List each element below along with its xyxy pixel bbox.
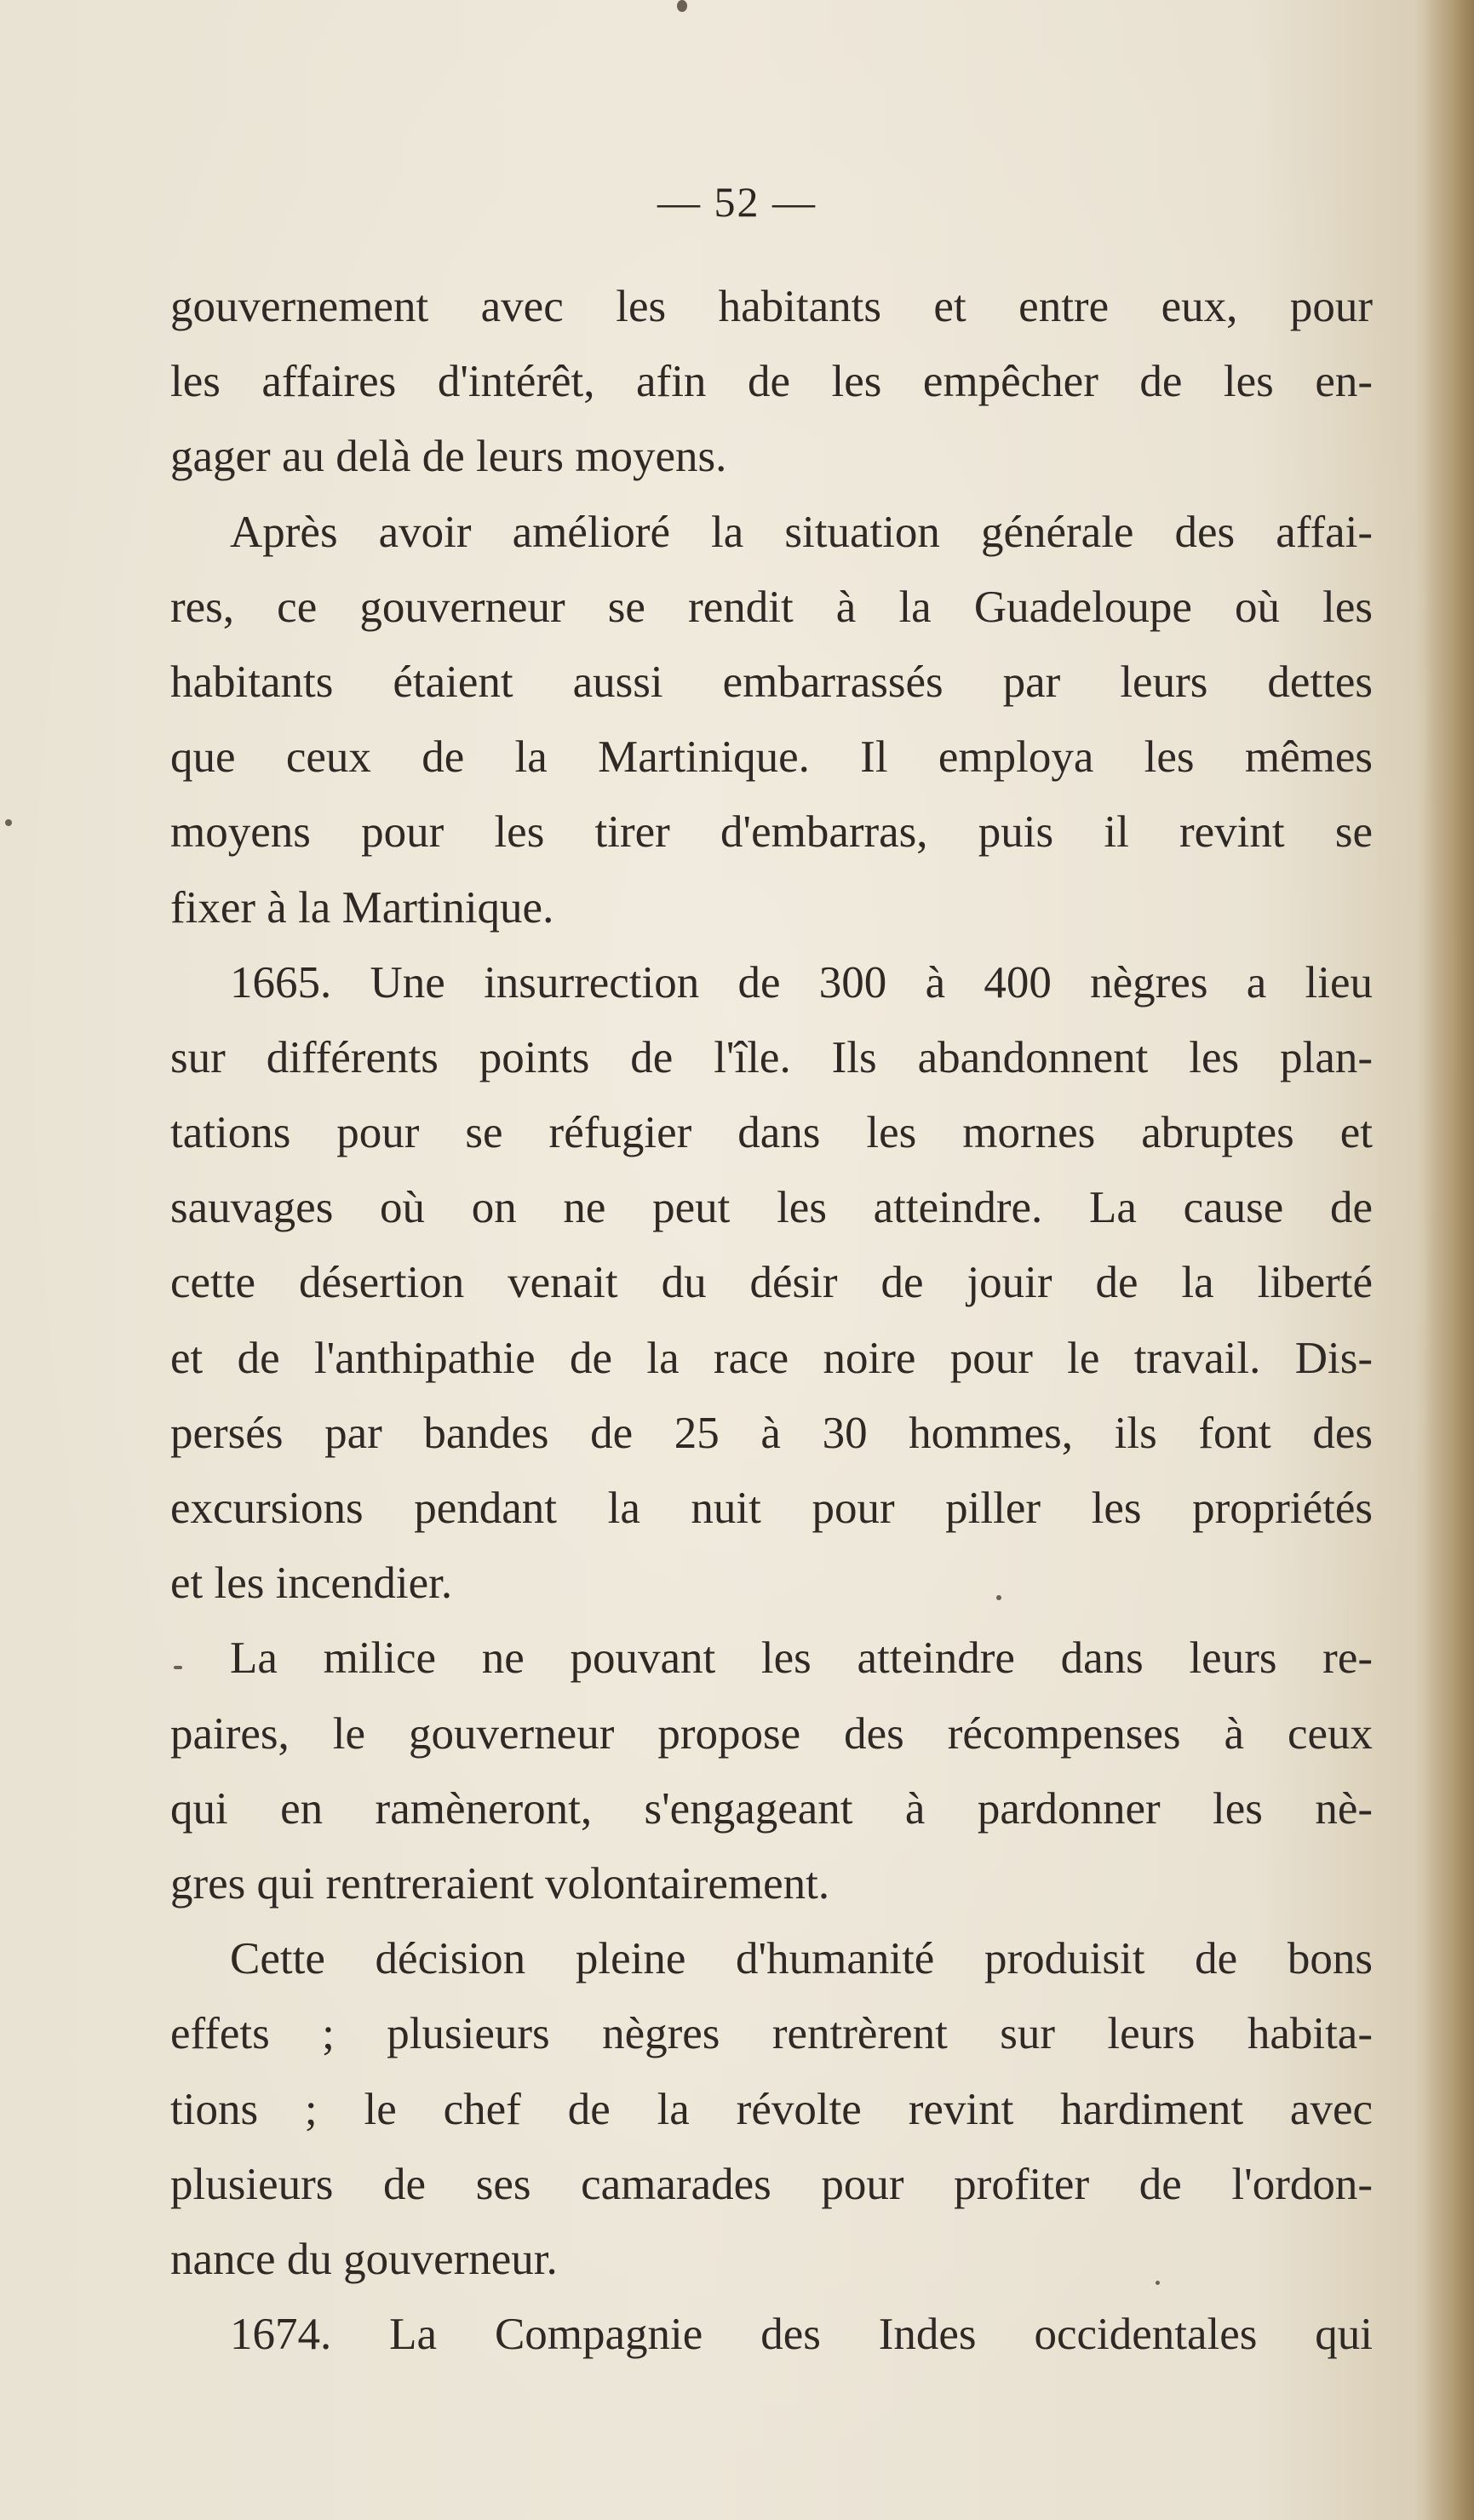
text-line: 1665. Une insurrection de 300 à 400 nègres a lieu <box>230 957 1373 1007</box>
text-line: nance du gouverneur. <box>170 2234 558 2284</box>
text-line: et les incendier. <box>170 1558 453 1609</box>
text-line: fixer à la Martinique. <box>170 882 554 933</box>
text-line: paires, le gouverneur propose des récompenses à ceux <box>170 1708 1373 1759</box>
text-line: tions ; le chef de la révolte revint hardiment avec <box>170 2084 1373 2134</box>
text-line: sur différents points de l'île. Ils abandonnent les plan- <box>170 1032 1373 1082</box>
ink-speck <box>677 0 687 12</box>
text-line: gager au delà de leurs moyens. <box>170 432 727 482</box>
text-line: et de l'anthipathie de la race noire pour le travail. Dis- <box>170 1333 1373 1383</box>
text-line: sauvages où on ne peut les atteindre. La cause de <box>170 1183 1373 1233</box>
page-number: — 52 — <box>657 178 817 226</box>
text-line: effets ; plusieurs nègres rentrèrent sur leurs habita- <box>170 2009 1373 2059</box>
text-line: La milice ne pouvant les atteindre dans leurs re- <box>230 1633 1373 1684</box>
text-line: gres qui rentreraient volontairement. <box>170 1858 830 1909</box>
text-line: 1674. La Compagnie des Indes occidentales qui <box>230 2310 1373 2360</box>
page-edge-shadow <box>1423 0 1474 2520</box>
text-line: Cette décision pleine d'humanité produisit de bons <box>230 1934 1373 1984</box>
body-text <box>170 269 1373 2372</box>
text-line: gouvernement avec les habitants et entre eux, pour <box>170 282 1373 331</box>
text-line: excursions pendant la nuit pour piller les propriétés <box>170 1484 1373 1533</box>
text-line: moyens pour les tirer d'embarras, puis il revint se <box>170 807 1373 858</box>
text-line: persés par bandes de 25 à 30 hommes, ils font des <box>170 1408 1373 1458</box>
text-line: cette désertion venait du désir de jouir de la liberté <box>170 1258 1373 1308</box>
ink-speck <box>5 819 12 826</box>
text-line: qui en ramèneront, s'engageant à pardonner les nè- <box>170 1783 1373 1834</box>
text-line: les affaires d'intérêt, afin de les empêcher de les en- <box>170 357 1373 407</box>
text-line: habitants étaient aussi embarrassés par leurs dettes <box>170 657 1373 707</box>
text-line: Après avoir amélioré la situation générale des affai- <box>230 507 1373 557</box>
text-line: tations pour se réfugier dans les mornes abruptes et <box>170 1108 1373 1158</box>
text-line: res, ce gouverneur se rendit à la Guadeloupe où les <box>170 582 1373 632</box>
text-line: que ceux de la Martinique. Il employa les mêmes <box>170 732 1373 783</box>
text-line: plusieurs de ses camarades pour profiter de l'ordon- <box>170 2159 1373 2209</box>
